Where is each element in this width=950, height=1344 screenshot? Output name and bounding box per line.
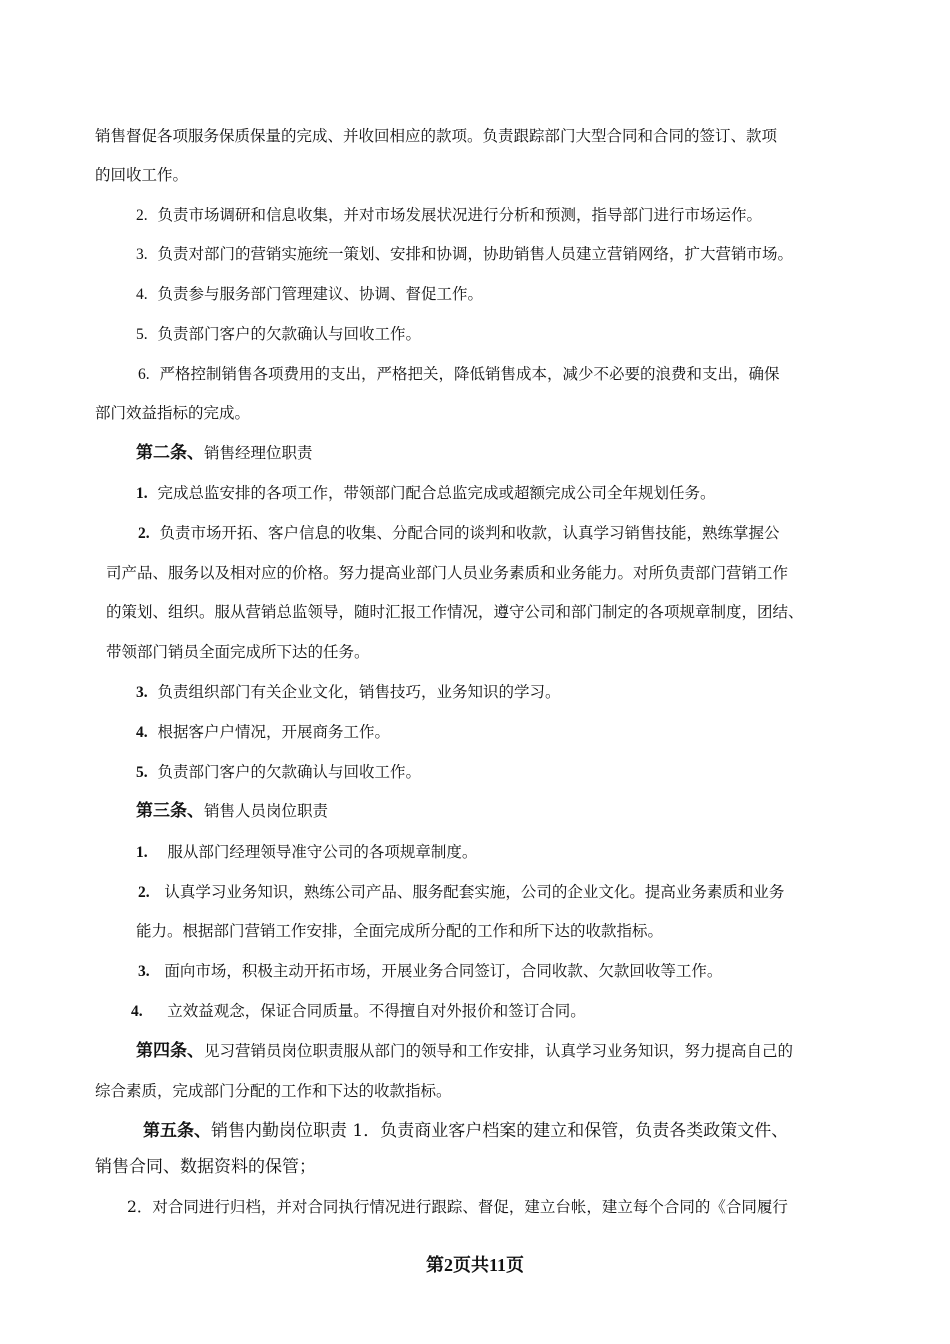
item-text: 负责对部门的营销实施统一策划、安排和协调，协助销售人员建立营销网络，扩大营销市场。 <box>157 245 793 263</box>
item-number: 3. <box>136 246 148 263</box>
item-number: 2. <box>138 525 150 542</box>
item-number: 3. <box>138 963 150 980</box>
item-number: 2. <box>138 884 150 901</box>
body-line: 综合素质，完成部门分配的工作和下达的收款指标。 <box>95 1082 452 1100</box>
list-item <box>138 961 722 982</box>
item-text: 负责部门客户的欠款确认与回收工作。 <box>157 325 421 343</box>
list-item <box>136 842 477 863</box>
item-number: 6. <box>138 366 150 383</box>
list-item <box>136 483 716 504</box>
item-text: 负责市场调研和信息收集，并对市场发展状况进行分析和预测，指导部门进行市场运作。 <box>157 206 762 224</box>
item-text: 完成总监安排的各项工作，带领部门配合总监完成或超额完成公司全年规划任务。 <box>157 484 716 502</box>
total-pages: 11 <box>488 1255 506 1275</box>
item-number: 3. <box>136 684 148 701</box>
article-title: 销售经理位职责 <box>204 444 313 462</box>
item-text: 负责组织部门有关企业文化，销售技巧，业务知识的学习。 <box>157 683 561 701</box>
list-item <box>136 244 793 265</box>
item-text: 根据客户户情况，开展商务工作。 <box>157 723 390 741</box>
list-item <box>136 762 421 783</box>
article-title: 销售人员岗位职责 <box>204 802 329 820</box>
body-line: 带领部门销员全面完成所下达的任务。 <box>106 643 370 661</box>
section-heading <box>136 443 313 463</box>
list-item <box>138 882 784 903</box>
item-text: 负责部门客户的欠款确认与回收工作。 <box>157 763 421 781</box>
body-line: 2．对合同进行归档，并对合同执行情况进行跟踪、督促，建立台帐，建立每个合同的《合同履行 <box>127 1198 788 1216</box>
item-number: 5. <box>136 326 148 343</box>
body-line: 能力。根据部门营销工作安排，全面完成所分配的工作和所下达的收款指标。 <box>136 922 664 940</box>
article-text: 销售内勤岗位职责 1．负责商业客户档案的建立和保管，负责各类政策文件、 <box>211 1121 789 1141</box>
list-item <box>136 722 390 743</box>
item-text: 负责市场开拓、客户信息的收集、分配合同的谈判和收款，认真学习销售技能，熟练掌握公 <box>159 524 780 542</box>
footer-mid: 页共 <box>452 1255 489 1276</box>
item-text: 立效益观念，保证合同质量。不得擅自对外报价和签订合同。 <box>167 1002 586 1020</box>
section-heading <box>136 801 328 821</box>
article-label: 第二条、 <box>136 443 204 463</box>
item-number: 1. <box>136 485 148 502</box>
page-footer <box>0 1251 950 1277</box>
item-text: 认真学习业务知识，熟练公司产品、服务配套实施，公司的企业文化。提高业务素质和业务 <box>164 883 785 901</box>
section-heading <box>143 1121 788 1141</box>
footer-suffix: 页 <box>506 1255 524 1276</box>
current-page: 2 <box>443 1255 453 1275</box>
list-item <box>136 324 421 345</box>
item-text: 服从部门经理领导准守公司的各项规章制度。 <box>167 843 478 861</box>
list-item <box>138 364 780 385</box>
item-number: 4. <box>136 724 148 741</box>
list-item <box>136 205 762 226</box>
article-label: 第三条、 <box>136 801 204 821</box>
list-item <box>131 1001 586 1022</box>
item-number: 4. <box>136 286 148 303</box>
item-text: 面向市场，积极主动开拓市场，开展业务合同签订，合同收款、欠款回收等工作。 <box>164 962 723 980</box>
body-line: 的策划、组织。服从营销总监领导，随时汇报工作情况，遵守公司和部门制定的各项规章制度，团结、 <box>106 603 804 621</box>
item-number: 1. <box>136 844 148 861</box>
body-line: 销售合同、数据资料的保管； <box>95 1157 316 1177</box>
item-number: 5. <box>136 764 148 781</box>
body-line: 司产品、服务以及相对应的价格。努力提高业部门人员业务素质和业务能力。对所负责部门营销工作 <box>106 564 789 582</box>
article-label: 第四条、 <box>136 1041 204 1061</box>
footer-prefix: 第 <box>425 1255 444 1276</box>
body-line: 部门效益指标的完成。 <box>95 404 251 422</box>
list-item <box>138 523 780 544</box>
body-line: 销售督促各项服务保质保量的完成、并收回相应的款项。负责跟踪部门大型合同和合同的签订、款项 <box>95 127 778 145</box>
body-line: 的回收工作。 <box>95 166 189 184</box>
section-heading <box>136 1041 793 1061</box>
list-item <box>136 284 483 305</box>
item-number: 2. <box>136 207 148 224</box>
article-label: 第五条、 <box>143 1121 211 1141</box>
item-text: 负责参与服务部门管理建议、协调、督促工作。 <box>157 285 483 303</box>
item-number: 4. <box>131 1003 143 1020</box>
item-text: 严格控制销售各项费用的支出，严格把关，降低销售成本，减少不必要的浪费和支出，确保 <box>159 365 780 383</box>
list-item <box>136 682 561 703</box>
article-text: 见习营销员岗位职责服从部门的领导和工作安排，认真学习业务知识，努力提高自己的 <box>204 1042 794 1060</box>
